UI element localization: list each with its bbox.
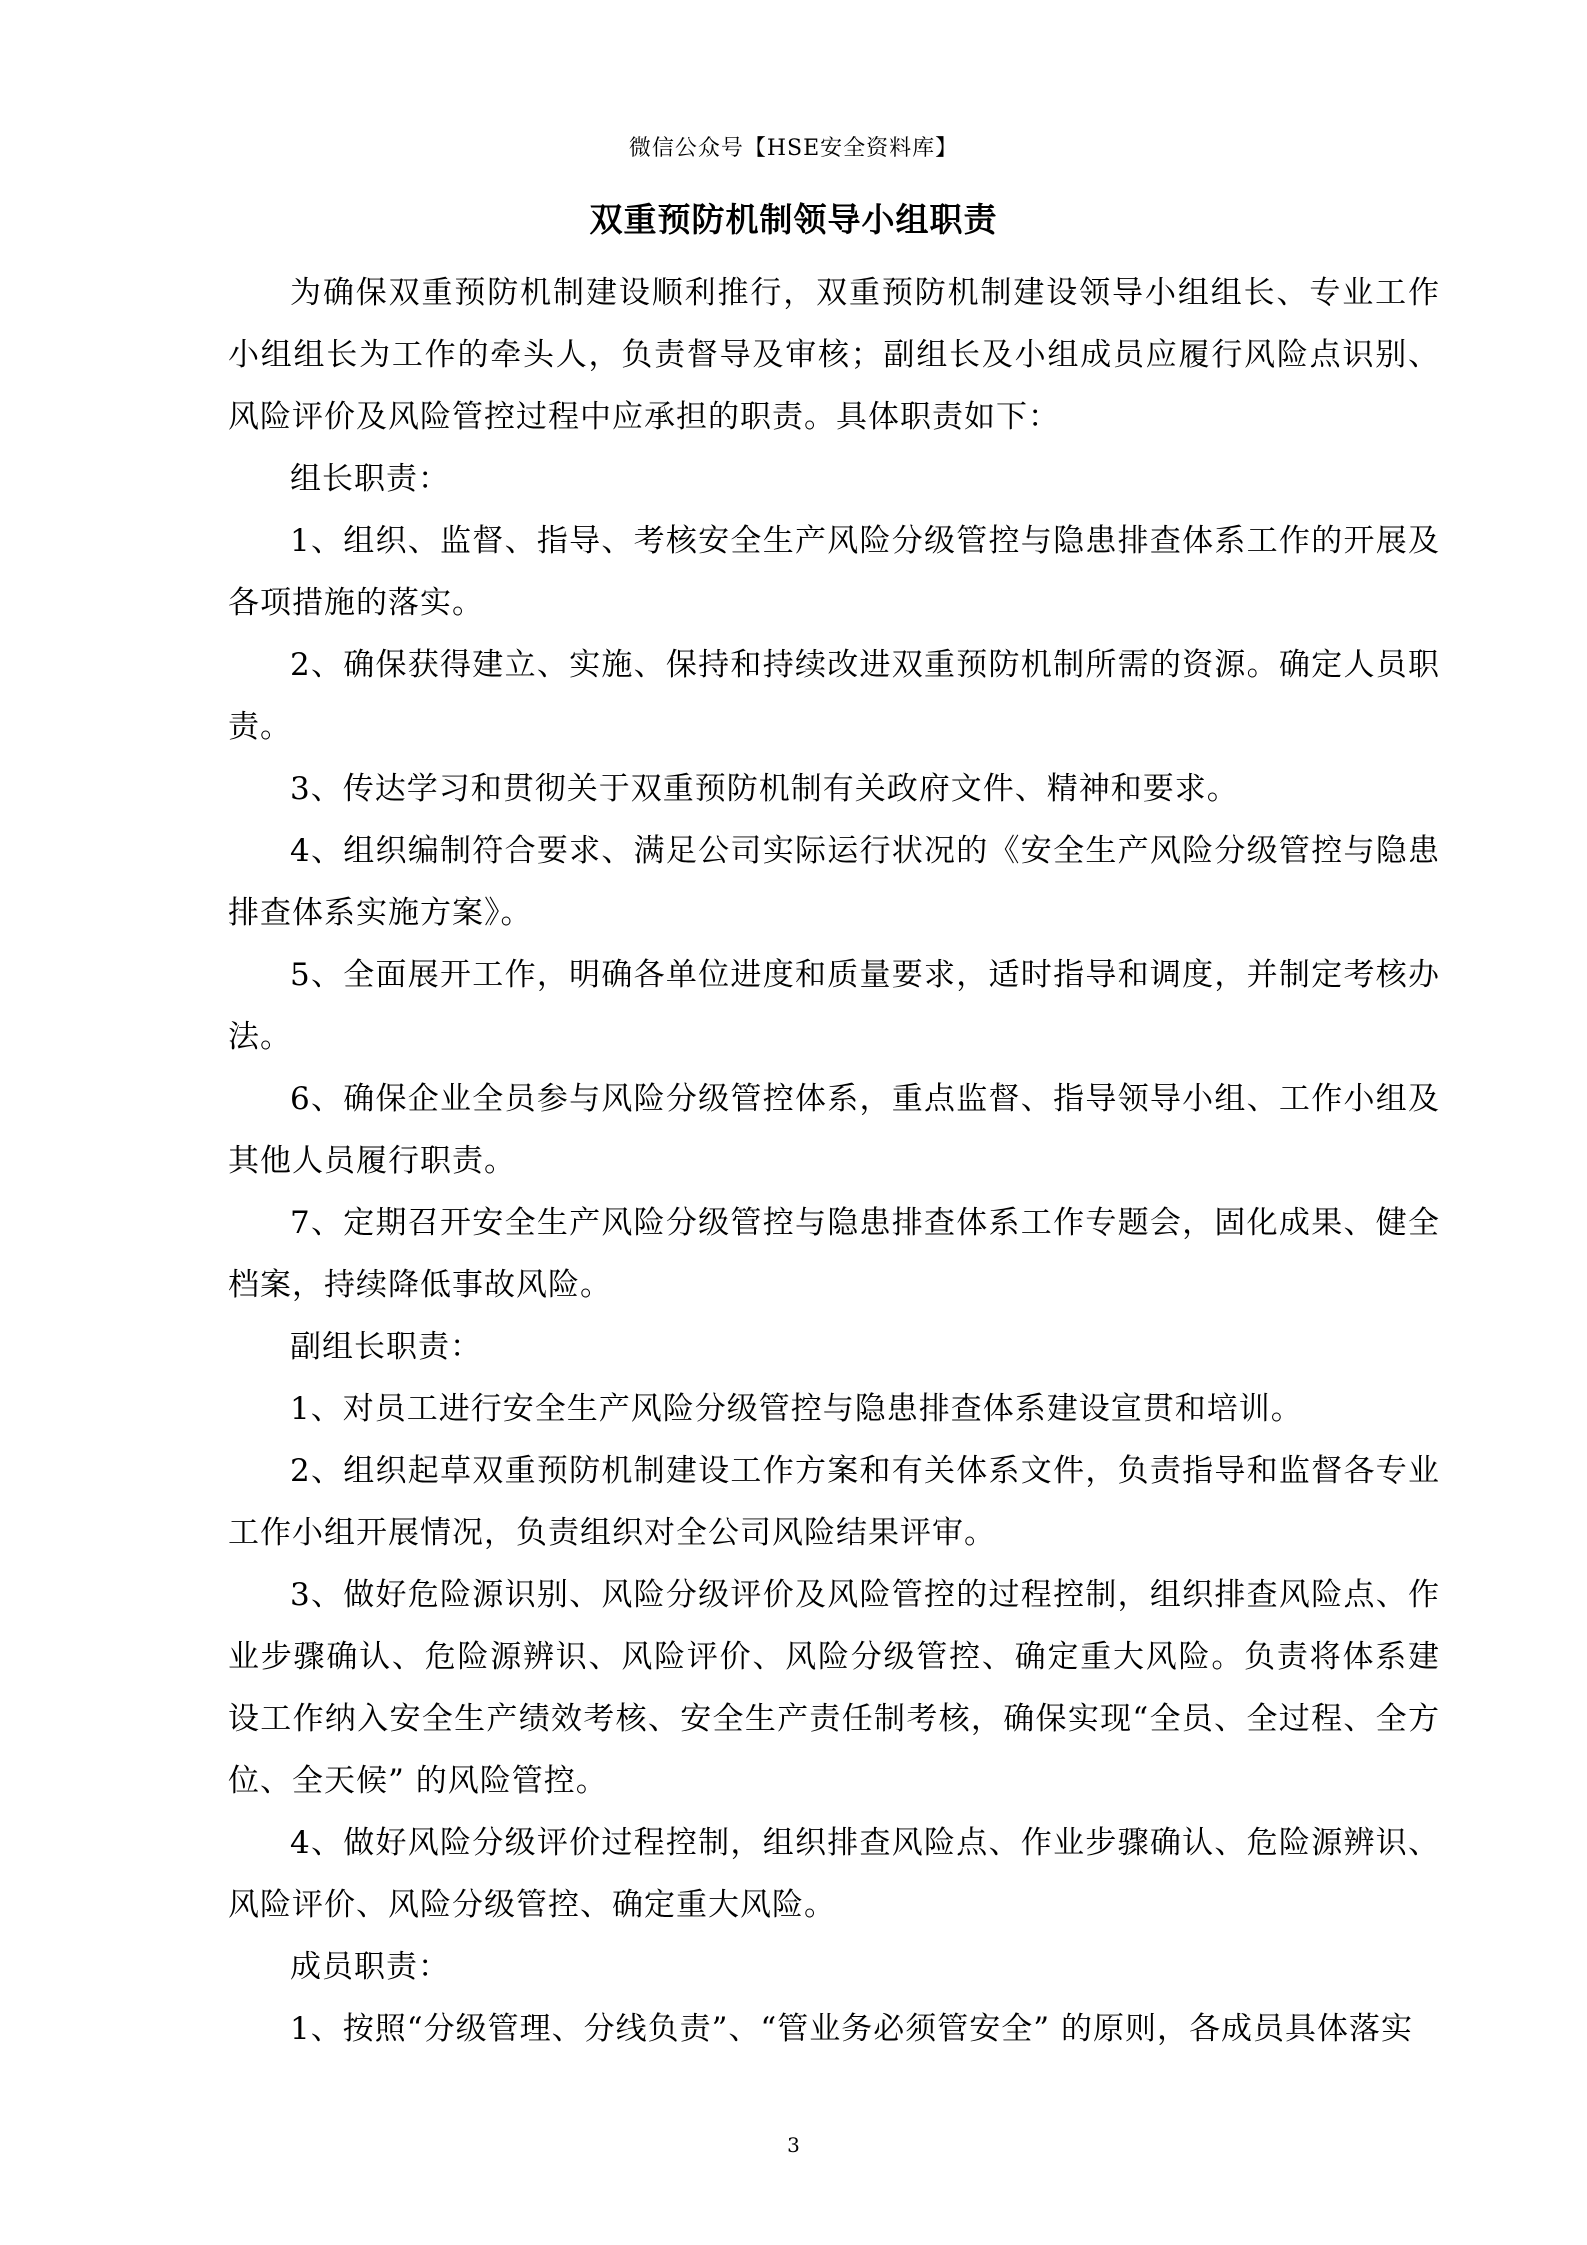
- intro-paragraph: 为确保双重预防机制建设顺利推行，双重预防机制建设领导小组组长、专业工作小组组长为工作的牵头人，负责督导及审核；副组长及小组成员应履行风险点识别、风险评价及风险管控过程中应承担的职责。具体职责如下：: [228, 275, 1440, 435]
- deputy-duty-2: 2、组织起草双重预防机制建设工作方案和有关体系文件，负责指导和监督各专业工作小组开展情况，负责组织对全公司风险结果评审。: [228, 1453, 1440, 1551]
- leader-duty-3: 3、传达学习和贯彻关于双重预防机制有关政府文件、精神和要求。: [290, 771, 1239, 807]
- section-heading-deputy: 副组长职责：: [290, 1329, 482, 1365]
- deputy-duty-1: 1、对员工进行安全生产风险分级管控与隐患排查体系建设宣贯和培训。: [290, 1391, 1303, 1427]
- page-number: 3: [787, 2133, 800, 2157]
- leader-duty-7: 7、定期召开安全生产风险分级管控与隐患排查体系工作专题会，固化成果、健全档案，持续降低事故风险。: [228, 1205, 1440, 1303]
- leader-duty-6: 6、确保企业全员参与风险分级管控体系，重点监督、指导领导小组、工作小组及其他人员履行职责。: [228, 1081, 1440, 1179]
- section-heading-member: 成员职责：: [290, 1949, 450, 1985]
- leader-duty-1: 1、组织、监督、指导、考核安全生产风险分级管控与隐患排查体系工作的开展及各项措施的落实。: [228, 523, 1440, 621]
- leader-duty-4: 4、组织编制符合要求、满足公司实际运行状况的《安全生产风险分级管控与隐患排查体系实施方案》。: [228, 833, 1440, 931]
- deputy-duty-3: 3、做好危险源识别、风险分级评价及风险管控的过程控制，组织排查风险点、作业步骤确认、危险源辨识、风险评价、风险分级管控、确定重大风险。负责将体系建设工作纳入安全生产绩效考核、安全生产责任制考核，确保实现“全员、全过程、全方位、全天候” 的风险管控。: [228, 1577, 1440, 1799]
- section-heading-leader: 组长职责：: [290, 461, 450, 497]
- leader-duty-5: 5、全面展开工作，明确各单位进度和质量要求，适时指导和调度，并制定考核办法。: [228, 957, 1440, 1055]
- body-text: [228, 262, 1440, 2060]
- document-title: 双重预防机制领导小组职责: [589, 200, 998, 239]
- header-note: 微信公众号【HSE安全资料库】: [628, 136, 959, 161]
- member-duty-1: 1、按照“分级管理、分线负责”、“管业务必须管安全” 的原则，各成员具体落实: [290, 2011, 1413, 2047]
- leader-duty-2: 2、确保获得建立、实施、保持和持续改进双重预防机制所需的资源。确定人员职责。: [228, 647, 1440, 745]
- deputy-duty-4: 4、做好风险分级评价过程控制，组织排查风险点、作业步骤确认、危险源辨识、风险评价、风险分级管控、确定重大风险。: [228, 1825, 1440, 1923]
